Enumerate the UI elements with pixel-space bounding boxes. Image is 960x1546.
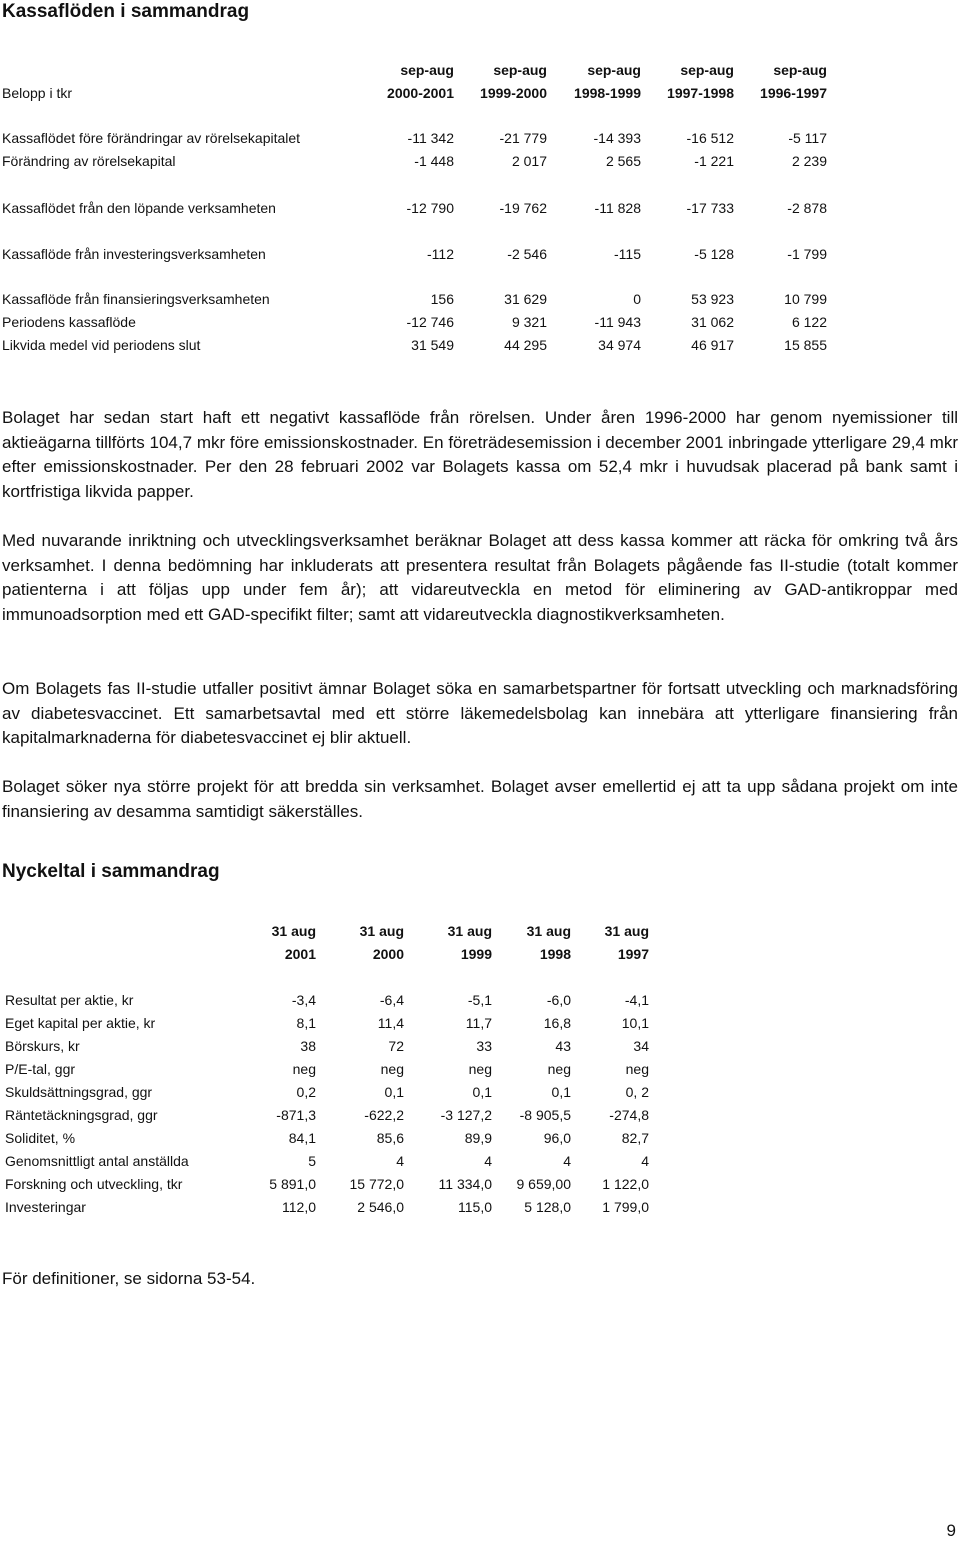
cell-value: 11 334,0 — [438, 1176, 492, 1192]
row-label: Forskning och utveckling, tkr — [5, 1176, 183, 1192]
cell-value: neg — [292, 1061, 316, 1077]
cell-value: -11 342 — [407, 130, 454, 146]
cell-value: 11,7 — [465, 1015, 492, 1031]
table-row — [2, 198, 832, 218]
cell-value: neg — [625, 1061, 649, 1077]
header-year: 1998 — [539, 946, 571, 962]
cell-value: -21 779 — [499, 130, 547, 146]
row-label: Eget kapital per aktie, kr — [5, 1015, 156, 1031]
cell-value: 33 — [476, 1038, 492, 1054]
table-row — [2, 335, 832, 355]
header-year: 2000-2001 — [387, 85, 454, 101]
cell-value: -19 762 — [499, 200, 547, 216]
cell-value: 31 629 — [504, 291, 547, 307]
cell-value: 156 — [430, 291, 454, 307]
keyfigures-header-year-row — [5, 943, 665, 965]
table-row — [2, 312, 832, 332]
page-number: 9 — [946, 1521, 956, 1540]
cell-value: 53 923 — [691, 291, 734, 307]
cell-value: -16 512 — [686, 130, 734, 146]
cell-value: -4,1 — [624, 992, 649, 1008]
table-row — [5, 1150, 665, 1172]
cell-value: 82,7 — [621, 1130, 649, 1146]
row-label: Periodens kassaflöde — [2, 314, 136, 330]
header-date: 31 aug — [604, 923, 649, 939]
row-label: Räntetäckningsgrad, ggr — [5, 1107, 158, 1123]
table-row — [5, 1012, 665, 1034]
cell-value: -11 828 — [594, 200, 641, 216]
cell-value: -274,8 — [609, 1107, 649, 1123]
cell-value: 4 — [396, 1153, 404, 1169]
cell-value: 0,1 — [551, 1084, 571, 1100]
cell-value: 0 — [633, 291, 641, 307]
table-row — [5, 1081, 665, 1103]
cell-value: 5 128,0 — [524, 1199, 571, 1215]
row-label: Kassaflöde från finansieringsverksamheten — [2, 291, 270, 307]
cell-value: -11 943 — [594, 314, 641, 330]
cell-value: neg — [547, 1061, 571, 1077]
cell-value: 4 — [641, 1153, 649, 1169]
header-year: 1997 — [617, 946, 649, 962]
table-row — [5, 989, 665, 1011]
header-year: 1997-1998 — [667, 85, 734, 101]
table-row — [2, 244, 832, 264]
cell-value: -5 117 — [788, 130, 827, 146]
cashflow-title: Kassaflöden i sammandrag — [2, 1, 250, 22]
cell-value: neg — [468, 1061, 492, 1077]
paragraph: Bolaget söker nya större projekt för att bredda sin verksamhet. Bolaget avser emellertid ej att ta upp sådana projekt om inte finansiering av desamma samtidigt säkerställes. — [2, 777, 958, 821]
cell-value: -12 746 — [406, 314, 454, 330]
cell-value: -1 221 — [694, 153, 734, 169]
cell-value: -2 546 — [507, 246, 547, 262]
cell-value: 5 — [308, 1153, 316, 1169]
header-year: 2000 — [372, 946, 404, 962]
table-row — [5, 1035, 665, 1057]
cell-value: 43 — [555, 1038, 571, 1054]
cashflow-header-period-row — [2, 60, 832, 80]
cell-value: -17 733 — [686, 200, 734, 216]
paragraph: Med nuvarande inriktning och utvecklingsverksamhet beräknar Bolaget att dess kassa kommer att räcka för omkring två års verksamhet. I denna bedömning har inkluderats att presentera resultat från Bolagets pågående fas II-studie (totalt kommer patienterna i att följas upp under fem år); att vidareutveckla en metod för eliminering av GAD-antikroppar med immunoadsorption med ett GAD-specifikt filter; samt att vidareutveckla diagnostikverksamheten. — [2, 531, 958, 624]
cell-value: 96,0 — [543, 1130, 571, 1146]
cell-value: -115 — [614, 246, 641, 262]
table-row — [2, 151, 832, 171]
row-label: Likvida medel vid periodens slut — [2, 337, 201, 353]
header-period: sep-aug — [587, 62, 641, 78]
cell-value: 1 122,0 — [602, 1176, 649, 1192]
row-label: Börskurs, kr — [5, 1038, 80, 1054]
cell-value: -871,3 — [276, 1107, 316, 1123]
table-row — [5, 1196, 665, 1218]
cell-value: 84,1 — [288, 1130, 316, 1146]
cell-value: 0,1 — [472, 1084, 492, 1100]
cell-value: 4 — [484, 1153, 492, 1169]
row-label: Investeringar — [5, 1199, 86, 1215]
header-year: 1998-1999 — [574, 85, 641, 101]
header-period: sep-aug — [680, 62, 734, 78]
cell-value: 89,9 — [464, 1130, 492, 1146]
header-period: sep-aug — [773, 62, 827, 78]
header-year: 2001 — [284, 946, 316, 962]
cell-value: 15 772,0 — [349, 1176, 404, 1192]
cell-value: 4 — [563, 1153, 571, 1169]
cell-value: 0, 2 — [625, 1084, 649, 1100]
cell-value: 31 549 — [411, 337, 454, 353]
cell-value: neg — [380, 1061, 404, 1077]
row-label: Kassaflödet före förändringar av rörelsekapitalet — [2, 130, 301, 146]
header-unit-label: Belopp i tkr — [2, 85, 73, 101]
cell-value: -14 393 — [593, 130, 641, 146]
cashflow-header-year-row — [2, 83, 832, 103]
table-row — [2, 128, 832, 148]
cell-value: 0,1 — [384, 1084, 404, 1100]
cell-value: -8 905,5 — [519, 1107, 571, 1123]
header-year: 1999-2000 — [480, 85, 547, 101]
cell-value: -6,0 — [546, 992, 571, 1008]
cell-value: 5 891,0 — [269, 1176, 316, 1192]
cell-value: 38 — [300, 1038, 316, 1054]
cell-value: 0,2 — [296, 1084, 316, 1100]
keyfigures-header-date-row — [5, 920, 665, 942]
paragraph: Om Bolagets fas II-studie utfaller positivt ämnar Bolaget söka en samarbetspartner för fortsatt utveckling och marknadsföring av diabetesvaccinet. Ett samarbetsavtal med ett större läkemedelsbolag kan innebära att ytterligare finansiering från kapitalmarknaderna för diabetesvaccinet ej blir aktuell. — [2, 679, 958, 747]
paragraph: Bolaget har sedan start haft ett negativt kassaflöde från rörelsen. Under åren 1996-2000 har genom nyemissioner till aktieägarna tillförts 104,7 mkr före emissionskostnader. En företrädesemission i december 2001 inbringade ytterligare 29,4 mkr efter emissionskostnader. Per den 28 februari 2002 var Bolagets kassa om 52,4 mkr i huvudsak placerad på bank samt i kortfristiga likvida papper. — [2, 408, 958, 501]
cell-value: -1 799 — [787, 246, 827, 262]
cell-value: 115,0 — [458, 1199, 492, 1215]
cell-value: 11,4 — [377, 1015, 404, 1031]
row-label: Resultat per aktie, kr — [5, 992, 134, 1008]
cell-value: 34 — [633, 1038, 649, 1054]
cell-value: 2 239 — [791, 153, 827, 169]
cell-value: 2 017 — [511, 153, 547, 169]
cell-value: -3 127,2 — [440, 1107, 492, 1123]
cell-value: 2 565 — [605, 153, 641, 169]
cell-value: 2 546,0 — [357, 1199, 404, 1215]
cell-value: -622,2 — [364, 1107, 404, 1123]
cell-value: -112 — [427, 246, 454, 262]
header-date: 31 aug — [526, 923, 571, 939]
cell-value: 112,0 — [282, 1199, 316, 1215]
table-row — [5, 1173, 665, 1195]
header-date: 31 aug — [447, 923, 492, 939]
header-date: 31 aug — [359, 923, 404, 939]
cell-value: -6,4 — [379, 992, 404, 1008]
row-label: Genomsnittligt antal anställda — [5, 1153, 189, 1169]
cell-value: 10,1 — [621, 1015, 649, 1031]
table-row — [5, 1127, 665, 1149]
cell-value: 44 295 — [504, 337, 547, 353]
cell-value: 16,8 — [543, 1015, 571, 1031]
cell-value: -12 790 — [406, 200, 454, 216]
row-label: Kassaflöde från investeringsverksamheten — [2, 246, 266, 262]
cell-value: 72 — [388, 1038, 404, 1054]
cell-value: 31 062 — [691, 314, 734, 330]
row-label: P/E-tal, ggr — [5, 1061, 76, 1077]
cell-value: 34 974 — [598, 337, 641, 353]
header-period: sep-aug — [493, 62, 547, 78]
header-year: 1999 — [460, 946, 492, 962]
keyfigures-title: Nyckeltal i sammandrag — [2, 861, 220, 882]
cell-value: 8,1 — [296, 1015, 316, 1031]
cell-value: 85,6 — [376, 1130, 404, 1146]
cell-value: -1 448 — [414, 153, 454, 169]
cell-value: -2 878 — [787, 200, 827, 216]
row-label: Förändring av rörelsekapital — [2, 153, 176, 169]
cell-value: 1 799,0 — [602, 1199, 649, 1215]
cell-value: -5,1 — [467, 992, 492, 1008]
definitions-note: För definitioner, se sidorna 53-54. — [2, 1269, 256, 1288]
cell-value: -5 128 — [694, 246, 734, 262]
table-row — [2, 289, 832, 309]
cell-value: -3,4 — [291, 992, 316, 1008]
cell-value: 9 659,00 — [516, 1176, 571, 1192]
table-row — [5, 1104, 665, 1126]
cell-value: 6 122 — [791, 314, 827, 330]
cell-value: 15 855 — [784, 337, 827, 353]
cell-value: 46 917 — [691, 337, 734, 353]
header-date: 31 aug — [271, 923, 316, 939]
table-row — [5, 1058, 665, 1080]
row-label: Kassaflödet från den löpande verksamheten — [2, 200, 276, 216]
cell-value: 9 321 — [511, 314, 547, 330]
row-label: Skuldsättningsgrad, ggr — [5, 1084, 153, 1100]
header-period: sep-aug — [400, 62, 454, 78]
header-year: 1996-1997 — [760, 85, 827, 101]
row-label: Soliditet, % — [5, 1130, 76, 1146]
cell-value: 10 799 — [784, 291, 827, 307]
